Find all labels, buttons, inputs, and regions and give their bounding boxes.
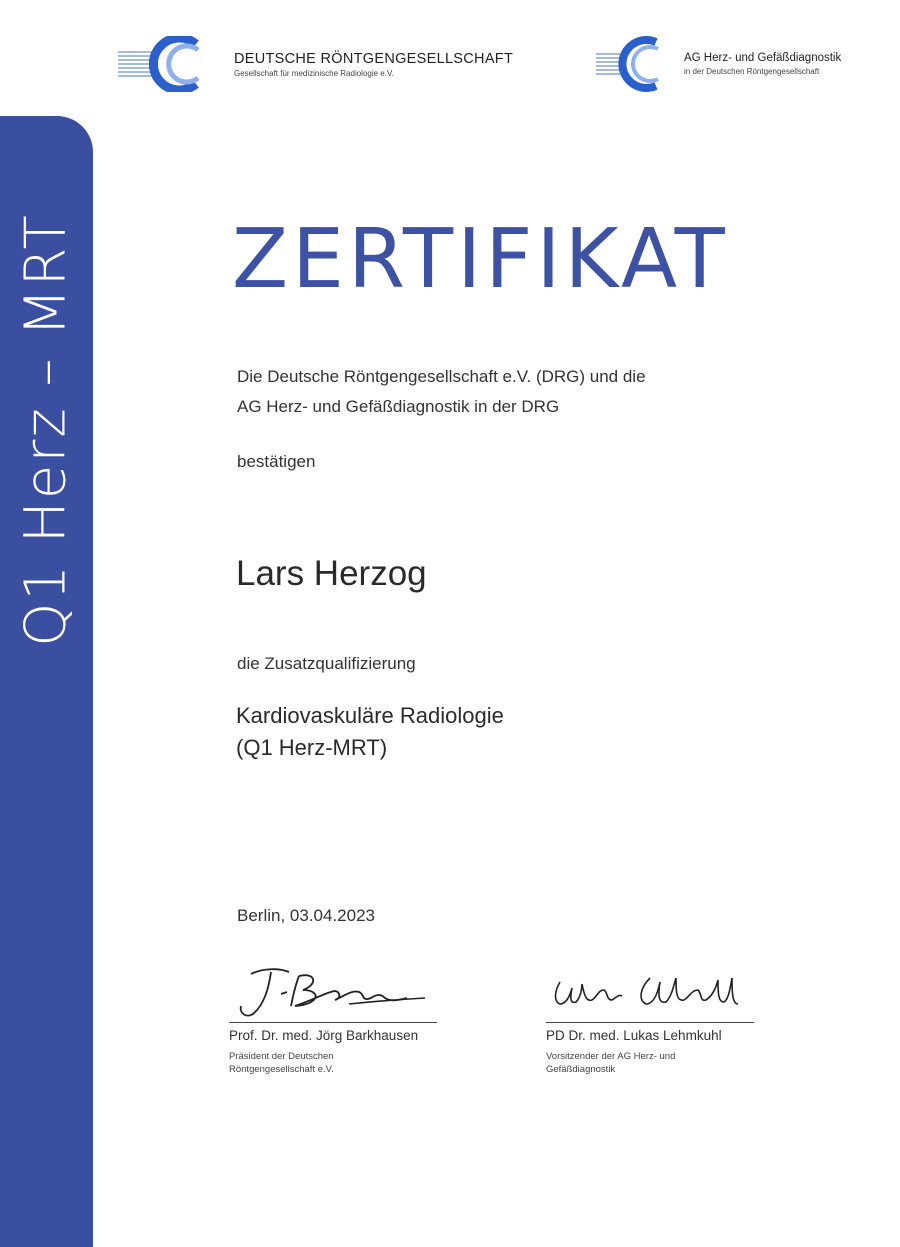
signatory-role-chair-line-1: Vorsitzender der AG Herz- und — [546, 1051, 676, 1062]
intro-line-1: Die Deutsche Röntgengesellschaft e.V. (DRG) und die — [237, 367, 646, 386]
ag-logo-subtitle: in der Deutschen Röntgengesellschaft — [684, 67, 820, 76]
signatory-role-president-line-2: Röntgengesellschaft e.V. — [229, 1064, 334, 1075]
signature-lehmkuhl-icon — [546, 960, 756, 1022]
signatory-role-chair-line-2: Gefäßdiagnostik — [546, 1064, 616, 1075]
place-date: Berlin, 03.04.2023 — [237, 906, 375, 925]
intro-line-2: AG Herz- und Gefäßdiagnostik in der DRG — [237, 397, 560, 416]
signature-line-president — [229, 1022, 437, 1023]
certificate-heading: ZERTIFIKAT — [232, 212, 729, 307]
qualification-line-1: Kardiovaskuläre Radiologie — [236, 703, 504, 728]
drg-logo-mark-icon — [118, 36, 230, 92]
qualification-line-2: (Q1 Herz-MRT) — [236, 735, 388, 760]
drg-logo-subtitle: Gesellschaft für medizinische Radiologie e.V. — [234, 68, 394, 78]
ag-logo-mark-icon — [596, 36, 680, 92]
drg-logo — [118, 36, 513, 92]
ag-logo — [596, 36, 841, 92]
intro-text — [237, 362, 646, 422]
signature-block-chair — [546, 960, 756, 1076]
signature-barkhausen-icon — [229, 960, 439, 1022]
signatory-role-president — [229, 1050, 439, 1076]
ag-logo-title: AG Herz- und Gefäßdiagnostik — [684, 52, 842, 64]
side-label: Q1 Herz – MRT — [13, 213, 79, 647]
confirm-text: bestätigen — [237, 452, 316, 471]
signature-line-chair — [546, 1022, 754, 1023]
signature-block-president — [229, 960, 439, 1076]
recipient-name: Lars Herzog — [236, 554, 427, 593]
qualification-intro: die Zusatzqualifizierung — [237, 654, 416, 673]
signatory-name-chair: PD Dr. med. Lukas Lehmkuhl — [546, 1028, 722, 1043]
signatory-role-chair — [546, 1050, 756, 1076]
drg-logo-title: DEUTSCHE RÖNTGENGESELLSCHAFT — [234, 50, 514, 67]
signatory-role-president-line-1: Präsident der Deutschen — [229, 1051, 334, 1062]
signatory-name-president: Prof. Dr. med. Jörg Barkhausen — [229, 1028, 419, 1043]
qualification-title — [236, 700, 504, 764]
